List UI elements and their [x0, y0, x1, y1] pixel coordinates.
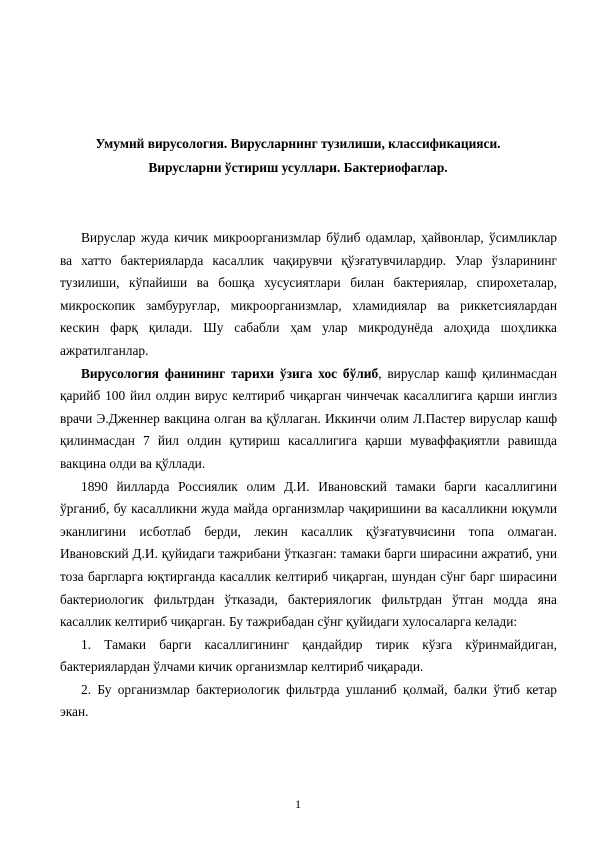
- page-number: 1: [295, 797, 301, 811]
- title-line-1: Умумий вирусология. Вирусларнинг тузилиши, классификацияси.: [95, 136, 501, 151]
- paragraph-3: 1890 йилларда Россиялик олим Д.И. Ивановский тамаки барги касаллигини ўрганиб, бу касалликни жуда майда организмлар чақиришини ва касалликни юқумли эканлигини исботлаб берди, лекин касаллик қўзғатувчисини топа олмаган. Ивановский Д.И. қуйидаги тажрибани ўтказган: тамаки барги ширасини ажратиб, уни тоза баргларга юқтирганда касаллик келтириб чиқарган, шундан сўнг барг ширасини бактериологик фильтрдан ўтказади, бактериялогик фильтрдан ўтган модда яна касаллик келтириб чиқарган. Бу тажрибадан сўнг қуйидаги хулосаларга келади:: [60, 478, 557, 630]
- paragraph-2: [60, 363, 557, 476]
- list-item-1: 1. Тамаки барги касаллигининг қандайдир тирик кўзга кўринмайдиган, бактериялардан ўлчами кичик организмлар келтириб чиқаради.: [60, 636, 557, 675]
- paragraph-2-rest: , вируслар кашф қилинмасдан қарийб 100 йил олдин вирус келтириб чиқарган чинчечак касаллигига қарши инглиз врачи Э.Дженнер вакцина олган ва қўллаган. Иккинчи олим Л.Пастер вируслар кашф қилинмасдан 7 йил олдин қутириш касаллигига қарши муваффақиятли равишда вакцина олди ва қўллади.: [60, 365, 557, 471]
- paragraph-1: Вируслар жуда кичик микроорганизмлар бўлиб одамлар, ҳайвонлар, ўсимликлар ва хатто бактерияларда касаллик чақирувчи қўзғатувчилардир. Улар ўзларининг тузилиши, кўпайиши ва бошқа хусусиятлари билан бактериялар, спирохеталар, микроскопик замбуруғлар, микроорганизмлар, хламидиялар ва риккетсиялардан кескин фарқ қилади. Шу сабабли ҳам улар микродунёда алоҳида шоҳликка ажратилганлар.: [60, 230, 557, 358]
- title-line-2: Вирусларни ўстириш усуллари. Бактериофаглар.: [148, 160, 448, 175]
- body-text: [60, 227, 557, 724]
- paragraph-2-bold-lead: Вирусология фанининг тарихи ўзига хос бўлиб: [81, 365, 379, 381]
- list-item-2: 2. Бу организмлар бактериологик фильтрда ушланиб қолмай, балки ўтиб кетар экан.: [60, 681, 557, 720]
